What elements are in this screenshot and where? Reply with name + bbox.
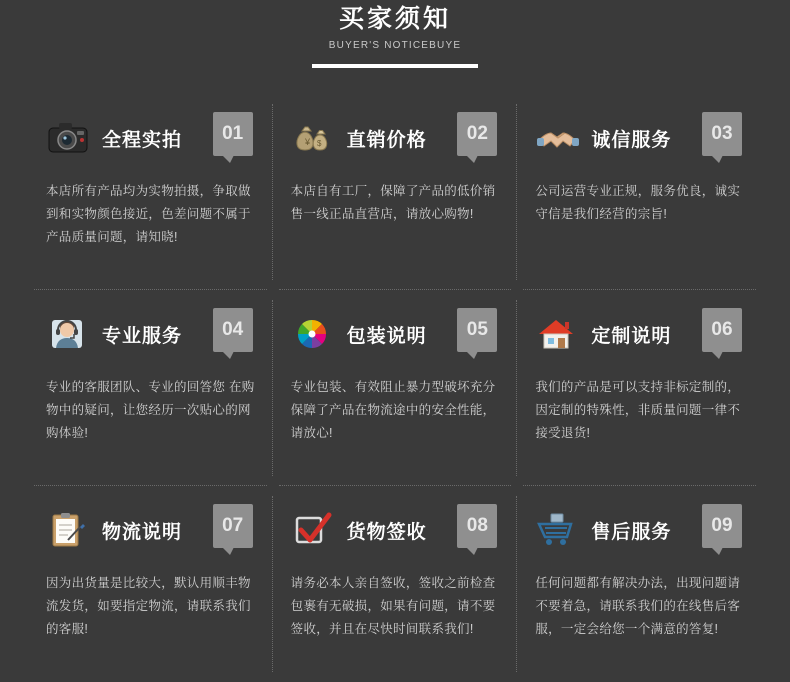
notice-item-title: 直销价格 xyxy=(346,129,427,151)
notice-item-header xyxy=(535,502,744,558)
notice-item-text: 本店自有工厂，保障了产品的低价销售一线正品直营店，请放心购物! xyxy=(290,184,496,221)
page-subtitle: BUYER'S NOTICEBUYE xyxy=(328,40,462,51)
notice-item-header xyxy=(291,306,500,362)
notice-item xyxy=(517,486,762,682)
page-title: 买家须知 xyxy=(338,5,451,33)
notice-item xyxy=(273,94,518,290)
notice-item-number: 06 xyxy=(702,308,742,352)
svg-text:$: $ xyxy=(316,139,322,148)
notice-item-number: 05 xyxy=(457,308,497,352)
notice-item-title: 包装说明 xyxy=(346,325,427,347)
notice-item-title: 物流说明 xyxy=(102,521,183,543)
notice-item-number: 01 xyxy=(213,112,253,156)
color-pinwheel-icon xyxy=(291,311,337,357)
notice-item-number: 09 xyxy=(702,504,742,548)
notice-item xyxy=(273,290,518,486)
notice-item xyxy=(28,94,273,290)
notice-item xyxy=(273,486,518,682)
money-bags-icon xyxy=(291,115,337,161)
notice-item-text: 我们的产品是可以支持非标定制的，因定制的特殊性，非质量问题一律不接受退货! xyxy=(535,380,741,440)
notice-item xyxy=(517,290,762,486)
notice-item-header xyxy=(46,502,255,558)
notice-item-text: 任何问题都有解决办法，出现问题请不要着急，请联系我们的在线售后客服，一定会给您一个满意的答复! xyxy=(535,576,741,636)
notice-item-title: 定制说明 xyxy=(591,325,672,347)
notice-item-number: 04 xyxy=(213,308,253,352)
notice-item-text: 专业的客服团队、专业的回答您 在购物中的疑问，让您经历一次贴心的网购体验! xyxy=(46,380,255,440)
notice-item-text: 因为出货量是比较大，默认用顺丰物流发货，如要指定物流，请联系我们的客服! xyxy=(46,576,251,636)
notice-grid xyxy=(0,94,790,682)
notice-item-title: 专业服务 xyxy=(102,325,183,347)
notice-item xyxy=(28,290,273,486)
notice-item-header xyxy=(535,306,744,362)
notice-item-text: 专业包装、有效阻止暴力型破坏充分保障了产品在物流途中的安全性能，请放心! xyxy=(290,380,496,440)
title-underline xyxy=(312,64,478,68)
headset-agent-icon xyxy=(46,311,92,357)
notice-item-title: 诚信服务 xyxy=(591,129,672,151)
notice-item-number: 03 xyxy=(702,112,742,156)
notice-item-text: 请务必本人亲自签收，签收之前检查包裹有无破损，如果有问题，请不要签收，并且在尽快时间联系我们! xyxy=(290,576,496,636)
notice-item-text: 公司运营专业正规，服务优良，诚实守信是我们经营的宗旨! xyxy=(535,184,741,221)
notice-item-title: 货物签收 xyxy=(346,521,427,543)
notice-item xyxy=(517,94,762,290)
house-icon xyxy=(535,311,581,357)
notice-item-title: 售后服务 xyxy=(591,521,672,543)
notice-item-title: 全程实拍 xyxy=(102,129,183,151)
handshake-icon xyxy=(535,115,581,161)
notice-item-header xyxy=(291,502,500,558)
notice-item-number: 07 xyxy=(213,504,253,548)
camera-icon xyxy=(46,115,92,161)
notice-item-number: 08 xyxy=(457,504,497,548)
shopping-cart-icon xyxy=(535,507,581,553)
notice-item-number: 02 xyxy=(457,112,497,156)
page-header xyxy=(0,0,790,68)
notice-item-header xyxy=(46,110,255,166)
notice-item-header xyxy=(291,110,500,166)
notice-item-header xyxy=(46,306,255,362)
clipboard-icon xyxy=(46,507,92,553)
checkbox-check-icon xyxy=(291,507,337,553)
svg-text:¥: ¥ xyxy=(304,137,310,147)
notice-item-text: 本店所有产品均为实物拍摄，争取做到和实物颜色接近，色差问题不属于产品质量问题，请知晓! xyxy=(46,184,251,244)
notice-item xyxy=(28,486,273,682)
notice-item-header xyxy=(535,110,744,166)
